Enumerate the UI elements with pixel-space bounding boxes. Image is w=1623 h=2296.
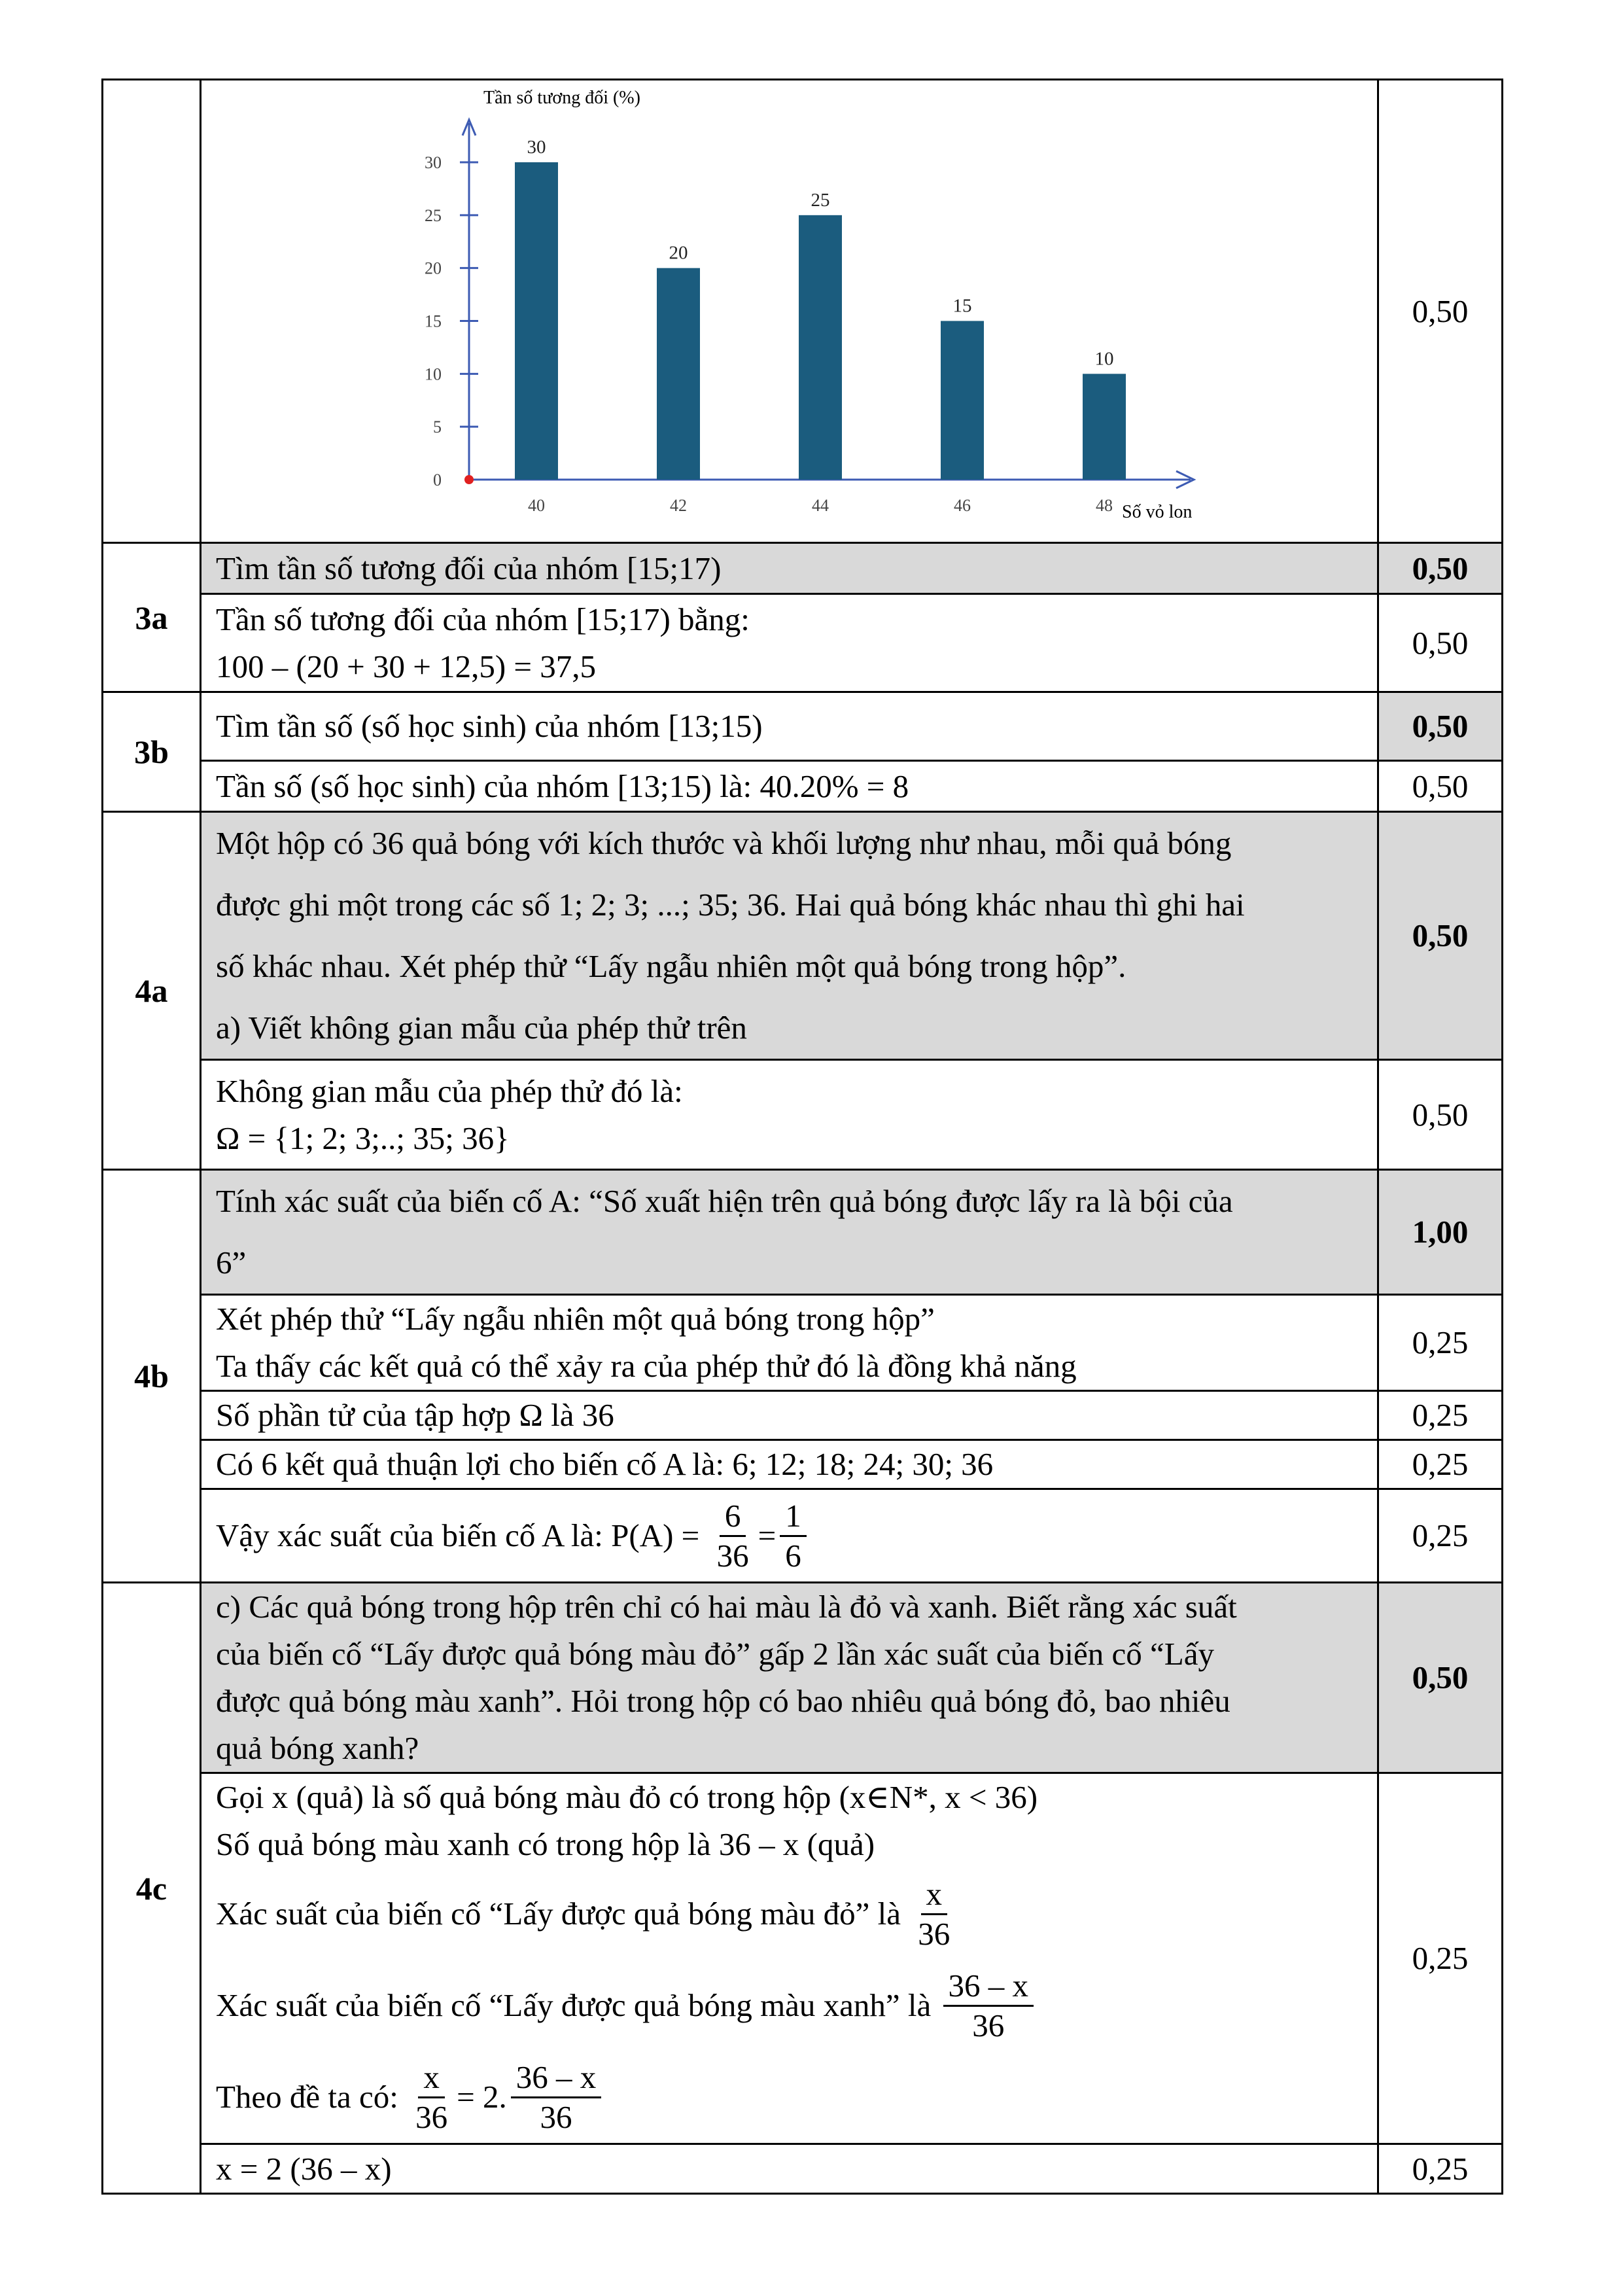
q4b-step4-text: Vậy xác suất của biến cố A là:: [216, 1517, 612, 1553]
q4c-answer-line4: Xác suất của biến cố “Lấy được quả bóng màu xanh” là: [216, 1987, 939, 2023]
q4c-final-row: [103, 2144, 1503, 2194]
q3b-answer-score: 0,50: [1378, 761, 1503, 812]
q4b-step4-score: 0,25: [1378, 1489, 1503, 1583]
question-id-4b: 4b: [103, 1170, 201, 1583]
fraction-36-minus-x-over-36: [511, 2058, 602, 2136]
q4b-step1: [201, 1295, 1378, 1391]
y-axis-label: Tần số tương đối (%): [483, 88, 640, 108]
bar-value-label: 30: [527, 137, 546, 158]
q4b-task-row: [103, 1170, 1503, 1295]
q4b-step3: Có 6 kết quả thuận lợi cho biến cố A là: 6; 12; 18; 24; 30; 36: [201, 1440, 1378, 1489]
fraction-numerator: 6: [720, 1497, 746, 1537]
q4b-step2: Số phần tử của tập hợp Ω là 36: [201, 1391, 1378, 1440]
y-tick-label: 10: [425, 364, 442, 384]
q3a-answer-line1: Tần số tương đối của nhóm [15;17) bằng:: [216, 601, 750, 637]
q4c-answer-line2: Số quả bóng màu xanh có trong hộp là 36 – x (quả): [216, 1826, 875, 1862]
q4c-task-line3: được quả bóng màu xanh”. Hỏi trong hộp có bao nhiêu quả bóng đỏ, bao nhiêu: [216, 1683, 1230, 1719]
q4a-task-row: [103, 812, 1503, 1060]
q4b-step3-row: [103, 1440, 1503, 1489]
question-id-4a: 4a: [103, 812, 201, 1170]
q4c-task-row: [103, 1583, 1503, 1773]
fraction-6-over-36: [712, 1497, 754, 1575]
q4a-task-score: 0,50: [1378, 812, 1503, 1060]
probability-lhs: P(A) =: [611, 1517, 708, 1553]
fraction-numerator: x: [418, 2058, 445, 2098]
q4c-final-line: x = 2 (36 – x): [201, 2144, 1378, 2194]
q4a-task-line2: được ghi một trong các số 1; 2; 3; ...; 35; 36. Hai quả bóng khác nhau thì ghi hai: [216, 887, 1245, 923]
q4c-answer-score: 0,25: [1378, 1773, 1503, 2144]
q4a-task-line4: a) Viết không gian mẫu của phép thử trên: [216, 1010, 747, 1046]
q3a-answer-row: [103, 594, 1503, 692]
y-tick-label: 25: [425, 205, 442, 225]
question-id-4c: 4c: [103, 1583, 201, 2194]
q3b-task-row: [103, 692, 1503, 761]
q4b-step2-score: 0,25: [1378, 1391, 1503, 1440]
q4c-task-line2: của biến cố “Lấy được quả bóng màu đỏ” gấp 2 lần xác suất của biến cố “Lấy: [216, 1636, 1214, 1672]
q4b-step1-row: [103, 1295, 1503, 1391]
chart-cell: [201, 80, 1378, 543]
q4a-answer-row: [103, 1060, 1503, 1170]
x-tick-label: 44: [812, 496, 829, 515]
answer-table: [101, 79, 1503, 2195]
fraction-denominator: 36: [918, 1915, 951, 1952]
x-axis-label: Số vỏ lon: [1122, 502, 1193, 522]
q4a-task-line3: số khác nhau. Xét phép thử “Lấy ngẫu nhiên một quả bóng trong hộp”.: [216, 948, 1126, 984]
fraction-numerator: 1: [780, 1497, 807, 1537]
q4c-answer-line3: Xác suất của biến cố “Lấy được quả bóng màu đỏ” là: [216, 1896, 909, 1932]
fraction-numerator: x: [921, 1875, 948, 1915]
q4a-answer-score: 0,50: [1378, 1060, 1503, 1170]
q3a-answer: [201, 594, 1378, 692]
bar-chart: [216, 80, 1391, 529]
q4b-step2-row: [103, 1391, 1503, 1440]
equation-middle: = 2.: [457, 2079, 507, 2115]
equals-sign: =: [758, 1517, 777, 1553]
fraction-36-minus-x-over-36: [943, 1967, 1034, 2045]
y-tick-label: 30: [425, 153, 442, 172]
chart-id-cell: [103, 80, 201, 543]
q4b-step1-line2: Ta thấy các kết quả có thể xảy ra của phép thử đó là đồng khả năng: [216, 1348, 1077, 1384]
q3b-task: Tìm tần số (số học sinh) của nhóm [13;15): [201, 692, 1378, 761]
x-tick-label: 42: [670, 496, 687, 515]
q4c-task-score: 0,50: [1378, 1583, 1503, 1773]
q4a-answer-line1: Không gian mẫu của phép thử đó là:: [216, 1072, 683, 1109]
bar-42: [657, 268, 700, 480]
x-tick-label: 46: [954, 496, 971, 515]
q3a-answer-line2: 100 – (20 + 30 + 12,5) = 37,5: [216, 648, 597, 684]
fraction-denominator: 36: [540, 2098, 572, 2135]
q3a-task-row: [103, 543, 1503, 594]
q4b-step4: [201, 1489, 1378, 1583]
q3a-task-score: 0,50: [1378, 543, 1503, 594]
fraction-x-over-36: [410, 2058, 453, 2136]
bar-value-label: 25: [811, 189, 830, 211]
q3a-task: Tìm tần số tương đối của nhóm [15;17): [201, 543, 1378, 594]
q4b-step4-row: [103, 1489, 1503, 1583]
y-tick-label: 20: [425, 258, 442, 278]
q4b-step1-score: 0,25: [1378, 1295, 1503, 1391]
origin-dot: [464, 475, 474, 484]
fraction-denominator: 36: [415, 2098, 448, 2135]
q3a-answer-score: 0,50: [1378, 594, 1503, 692]
q4a-task: [201, 812, 1378, 1060]
sample-space-formula: Ω = {1; 2; 3;..; 35; 36}: [216, 1120, 510, 1156]
q4a-answer: [201, 1060, 1378, 1170]
x-tick-label: 48: [1096, 496, 1113, 515]
q4b-task-line1: Tính xác suất của biến cố A: “Số xuất hiện trên quả bóng được lấy ra là bội của: [216, 1183, 1233, 1219]
q4b-step1-line1: Xét phép thử “Lấy ngẫu nhiên một quả bóng trong hộp”: [216, 1301, 935, 1337]
x-tick-label: 40: [528, 496, 545, 515]
q4a-task-line1: Một hộp có 36 quả bóng với kích thước và khối lượng như nhau, mỗi quả bóng: [216, 825, 1232, 861]
q4c-answer-row: [103, 1773, 1503, 2144]
y-tick-label: 0: [433, 470, 442, 489]
bar-value-label: 20: [669, 242, 688, 264]
question-id-3a: 3a: [103, 543, 201, 692]
fraction-denominator: 36: [716, 1537, 749, 1574]
bar-value-label: 10: [1094, 348, 1114, 370]
q3b-answer: Tần số (số học sinh) của nhóm [13;15) là: 40.20% = 8: [201, 761, 1378, 812]
q4b-step3-score: 0,25: [1378, 1440, 1503, 1489]
bar-value-label: 15: [952, 295, 972, 317]
chart-row: [103, 80, 1503, 543]
q4c-task-line1: c) Các quả bóng trong hộp trên chỉ có hai màu là đỏ và xanh. Biết rằng xác suất: [216, 1589, 1237, 1625]
q4c-task: [201, 1583, 1378, 1773]
fraction-1-over-6: [780, 1497, 807, 1575]
fraction-denominator: 6: [785, 1537, 801, 1574]
q4b-task-line2: 6”: [216, 1245, 247, 1280]
y-tick-label: 5: [433, 417, 442, 437]
q4b-task-score: 1,00: [1378, 1170, 1503, 1295]
q3b-task-score: 0,50: [1378, 692, 1503, 761]
chart-score: 0,50: [1378, 80, 1503, 543]
q4b-task: [201, 1170, 1378, 1295]
bar-44: [799, 215, 842, 480]
fraction-denominator: 36: [972, 2007, 1005, 2043]
bar-46: [941, 321, 984, 480]
q4c-answer-line1: Gọi x (quả) là số quả bóng màu đỏ có trong hộp (x∈N*, x < 36): [216, 1779, 1038, 1815]
bar-40: [515, 162, 558, 480]
q4c-task-line4: quả bóng xanh?: [216, 1730, 419, 1766]
y-tick-label: 15: [425, 311, 442, 331]
q3b-answer-row: [103, 761, 1503, 812]
fraction-numerator: 36 – x: [943, 1967, 1034, 2007]
fraction-numerator: 36 – x: [511, 2058, 602, 2098]
q4c-answer: [201, 1773, 1378, 2144]
fraction-x-over-36: [913, 1875, 955, 1953]
q4c-final-score: 0,25: [1378, 2144, 1503, 2194]
q4c-answer-line5: Theo đề ta có:: [216, 2079, 407, 2115]
bar-48: [1083, 374, 1126, 480]
question-id-3b: 3b: [103, 692, 201, 812]
